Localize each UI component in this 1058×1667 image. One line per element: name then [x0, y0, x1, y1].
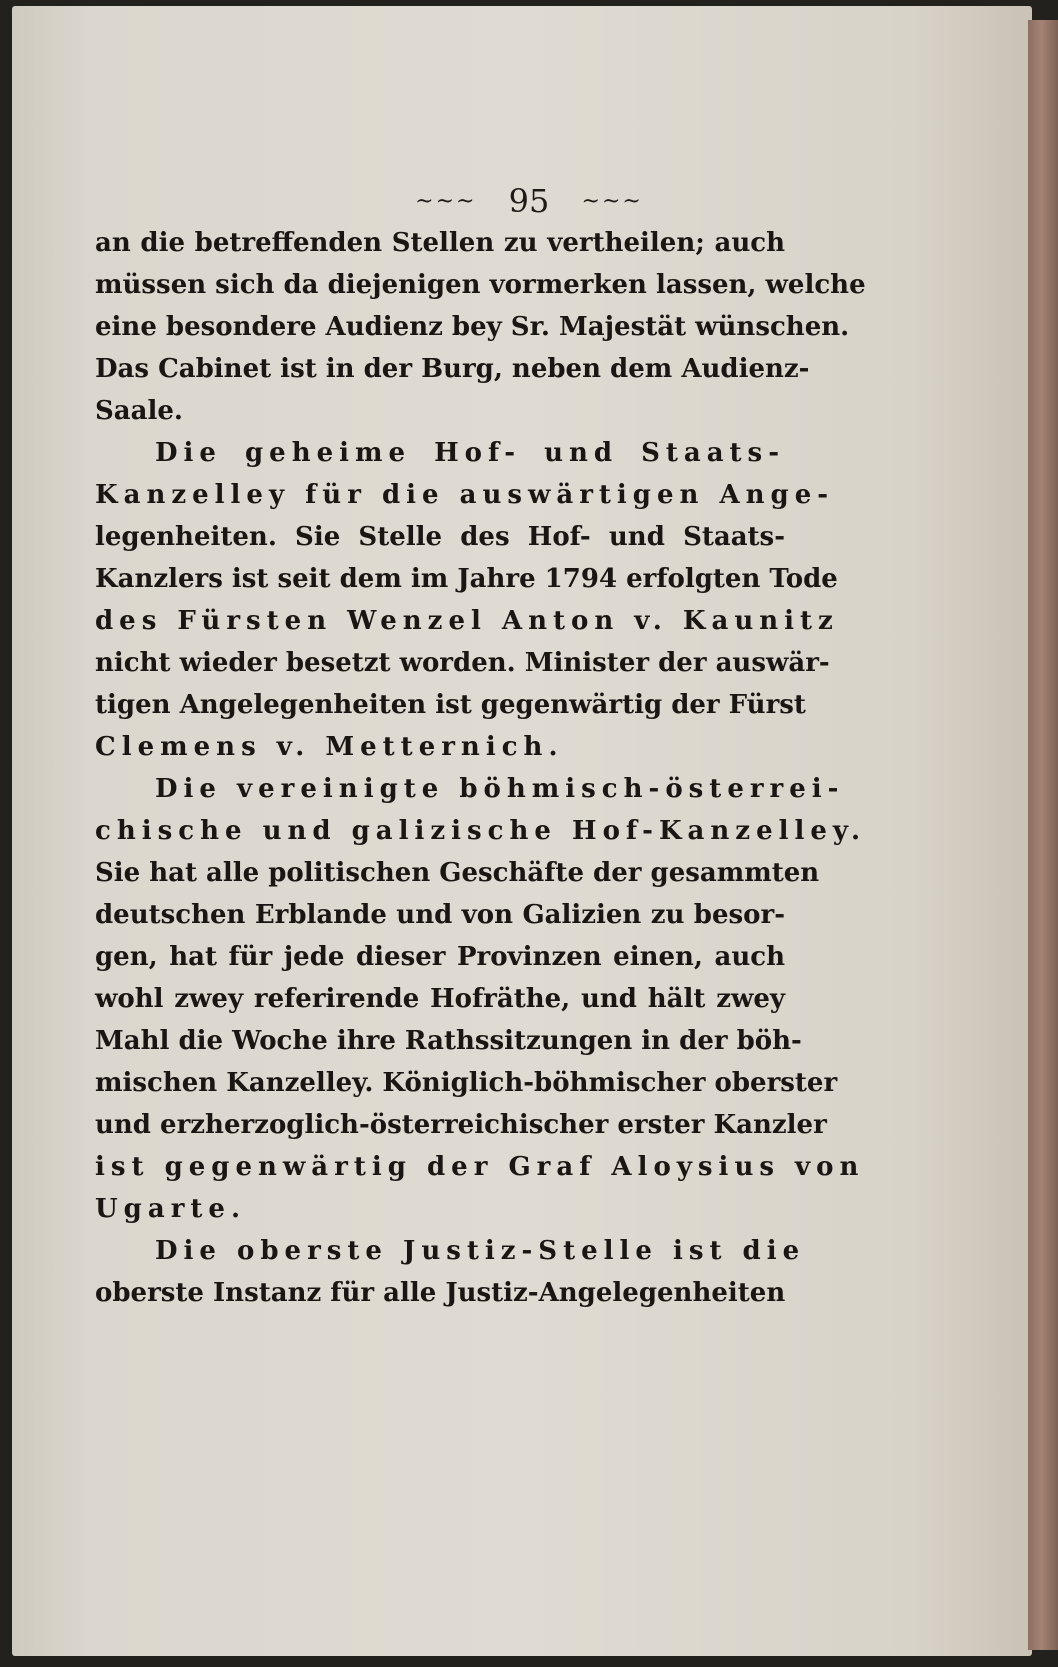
text-line: deutschen Erblande und von Galizien zu besor-: [95, 900, 785, 930]
text-line: an die betreffenden Stellen zu vertheilen; auch: [95, 228, 785, 258]
page-header: [0, 182, 1058, 220]
text-line: Das Cabinet ist in der Burg, neben dem Audienz-: [95, 354, 810, 384]
text-line: des Fürsten Wenzel Anton v. Kaunitz: [95, 606, 839, 636]
text-line: Kanzelley für die auswärtigen Ange-: [95, 480, 835, 510]
text-line: Ugarte.: [95, 1194, 247, 1224]
text-line: tigen Angelegenheiten ist gegenwärtig der Fürst: [95, 690, 806, 720]
section-heading-line: Die oberste Justiz-Stelle ist die: [155, 1236, 806, 1266]
text-line: nicht wieder besetzt worden. Minister der auswär-: [95, 648, 830, 678]
text-line: oberste Instanz für alle Justiz-Angelegenheiten: [95, 1278, 786, 1308]
text-line: Sie hat alle politischen Geschäfte der gesammten: [95, 858, 820, 888]
text-line: eine besondere Audienz bey Sr. Majestät wünschen.: [95, 312, 850, 342]
text-line: und erzherzoglich-österreichischer erster Kanzler: [95, 1110, 827, 1140]
text-line: ist gegenwärtig der Graf Aloysius von: [95, 1152, 865, 1182]
body-text: [95, 222, 867, 1314]
text-line: müssen sich da diejenigen vormerken lassen, welche: [95, 270, 866, 300]
page-number: 95: [508, 182, 550, 220]
header-ornament-left: ~~~: [415, 189, 477, 214]
text-line: legenheiten. Sie Stelle des Hof- und Staats-: [95, 522, 785, 552]
book-edge: [1028, 20, 1058, 1650]
section-heading-line: Die vereinigte böhmisch-österrei-: [155, 774, 845, 804]
section-heading-line: Die geheime Hof- und Staats-: [155, 438, 785, 468]
text-line: chische und galizische Hof-Kanzelley.: [95, 816, 867, 846]
text-line: Clemens v. Metternich.: [95, 732, 564, 762]
text-line: mischen Kanzelley. Königlich-böhmischer oberster: [95, 1068, 838, 1098]
header-ornament-right: ~~~: [581, 189, 643, 214]
text-line: wohl zwey referirende Hofräthe, und hält zwey: [95, 984, 785, 1014]
text-line: Saale.: [95, 396, 183, 426]
text-line: Mahl die Woche ihre Rathssitzungen in der böh-: [95, 1026, 802, 1056]
text-line: Kanzlers ist seit dem im Jahre 1794 erfolgten Tode: [95, 564, 838, 594]
text-line: gen, hat für jede dieser Provinzen einen, auch: [95, 942, 785, 972]
